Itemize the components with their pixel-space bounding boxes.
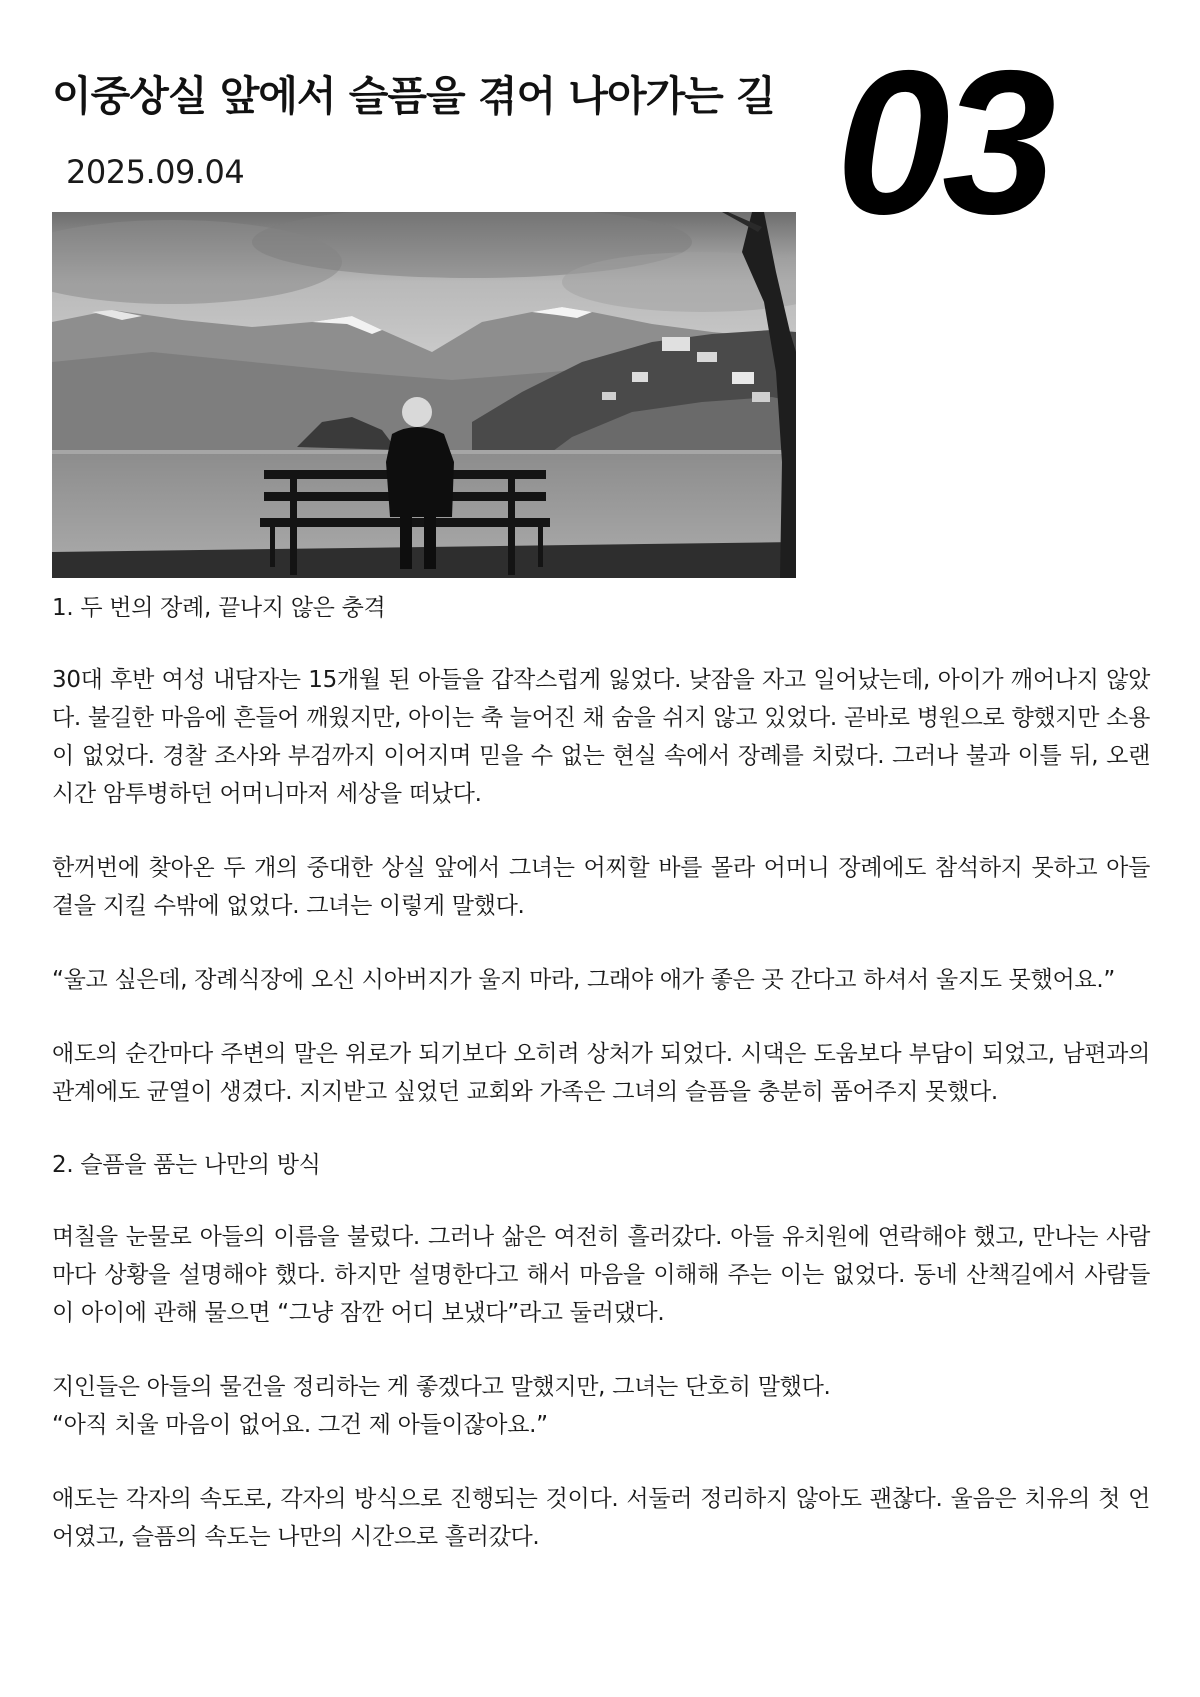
section-heading-1: 1. 두 번의 장례, 끝나지 않은 충격: [52, 595, 386, 621]
section-heading-2: 2. 슬픔을 품는 나만의 방식: [52, 1152, 321, 1178]
paragraph-6-line-1: 지인들은 아들의 물건을 정리하는 게 좋겠다고 말했지만, 그녀는 단호히 말했다.: [52, 1374, 831, 1400]
paragraph-1: 30대 후반 여성 내담자는 15개월 된 아들을 갑작스럽게 잃었다. 낮잠을 자고 일어났는데, 아이가 깨어나지 않았다. 불길한 마음에 흔들어 깨웠지만, 아이는 축 늘어진 채 숨을 쉬지 않고 있었다. 곧바로 병원으로 향했지만 소용이 없었다. 경찰 조사와 부검까지 이어지며 믿을 수 없는 현실 속에서 장례를 치렀다. 그러나 불과 이틀 뒤, 오랜 시간 암투병하던 어머니마저 세상을 떠났다.: [52, 667, 1150, 807]
paragraph-3-quote: “울고 싶은데, 장례식장에 오신 시아버지가 울지 마라, 그래야 애가 좋은 곳 간다고 하셔서 울지도 못했어요.”: [52, 967, 1115, 993]
article-body: [52, 590, 1150, 1592]
paragraph-7: 애도는 각자의 속도로, 각자의 방식으로 진행되는 것이다. 서둘러 정리하지 않아도 괜찮다. 울음은 치유의 첫 언어였고, 슬픔의 속도는 나만의 시간으로 흘러갔다.: [52, 1486, 1150, 1550]
paragraph-5: 며칠을 눈물로 아들의 이름을 불렀다. 그러나 삶은 여전히 흘러갔다. 아들 유치원에 연락해야 했고, 만나는 사람마다 상황을 설명해야 했다. 하지만 설명한다고 해서 마음을 이해해 주는 이는 없었다. 동네 산책길에서 사람들이 아이에 관해 물으면 “그냥 잠깐 어디 보냈다”라고 둘러댔다.: [52, 1224, 1150, 1326]
paragraph-2: 한꺼번에 찾아온 두 개의 중대한 상실 앞에서 그녀는 어찌할 바를 몰라 어머니 장례에도 참석하지 못하고 아들 곁을 지킬 수밖에 없었다. 그녀는 이렇게 말했다.: [52, 855, 1150, 919]
paragraph-4: 애도의 순간마다 주변의 말은 위로가 되기보다 오히려 상처가 되었다. 시댁은 도움보다 부담이 되었고, 남편과의 관계에도 균열이 생겼다. 지지받고 싶었던 교회와 가족은 그녀의 슬픔을 충분히 품어주지 못했다.: [52, 1041, 1150, 1105]
article-photo: [52, 212, 796, 578]
article-title: 이중상실 앞에서 슬픔을 겪어 나아가는 길: [52, 72, 775, 120]
paragraph-6: [52, 1368, 1150, 1444]
publish-date: 2025.09.04: [66, 153, 245, 191]
issue-number: 03: [836, 28, 1049, 257]
paragraph-6-quote: “아직 치울 마음이 없어요. 그건 제 아들이잖아요.”: [52, 1412, 548, 1438]
